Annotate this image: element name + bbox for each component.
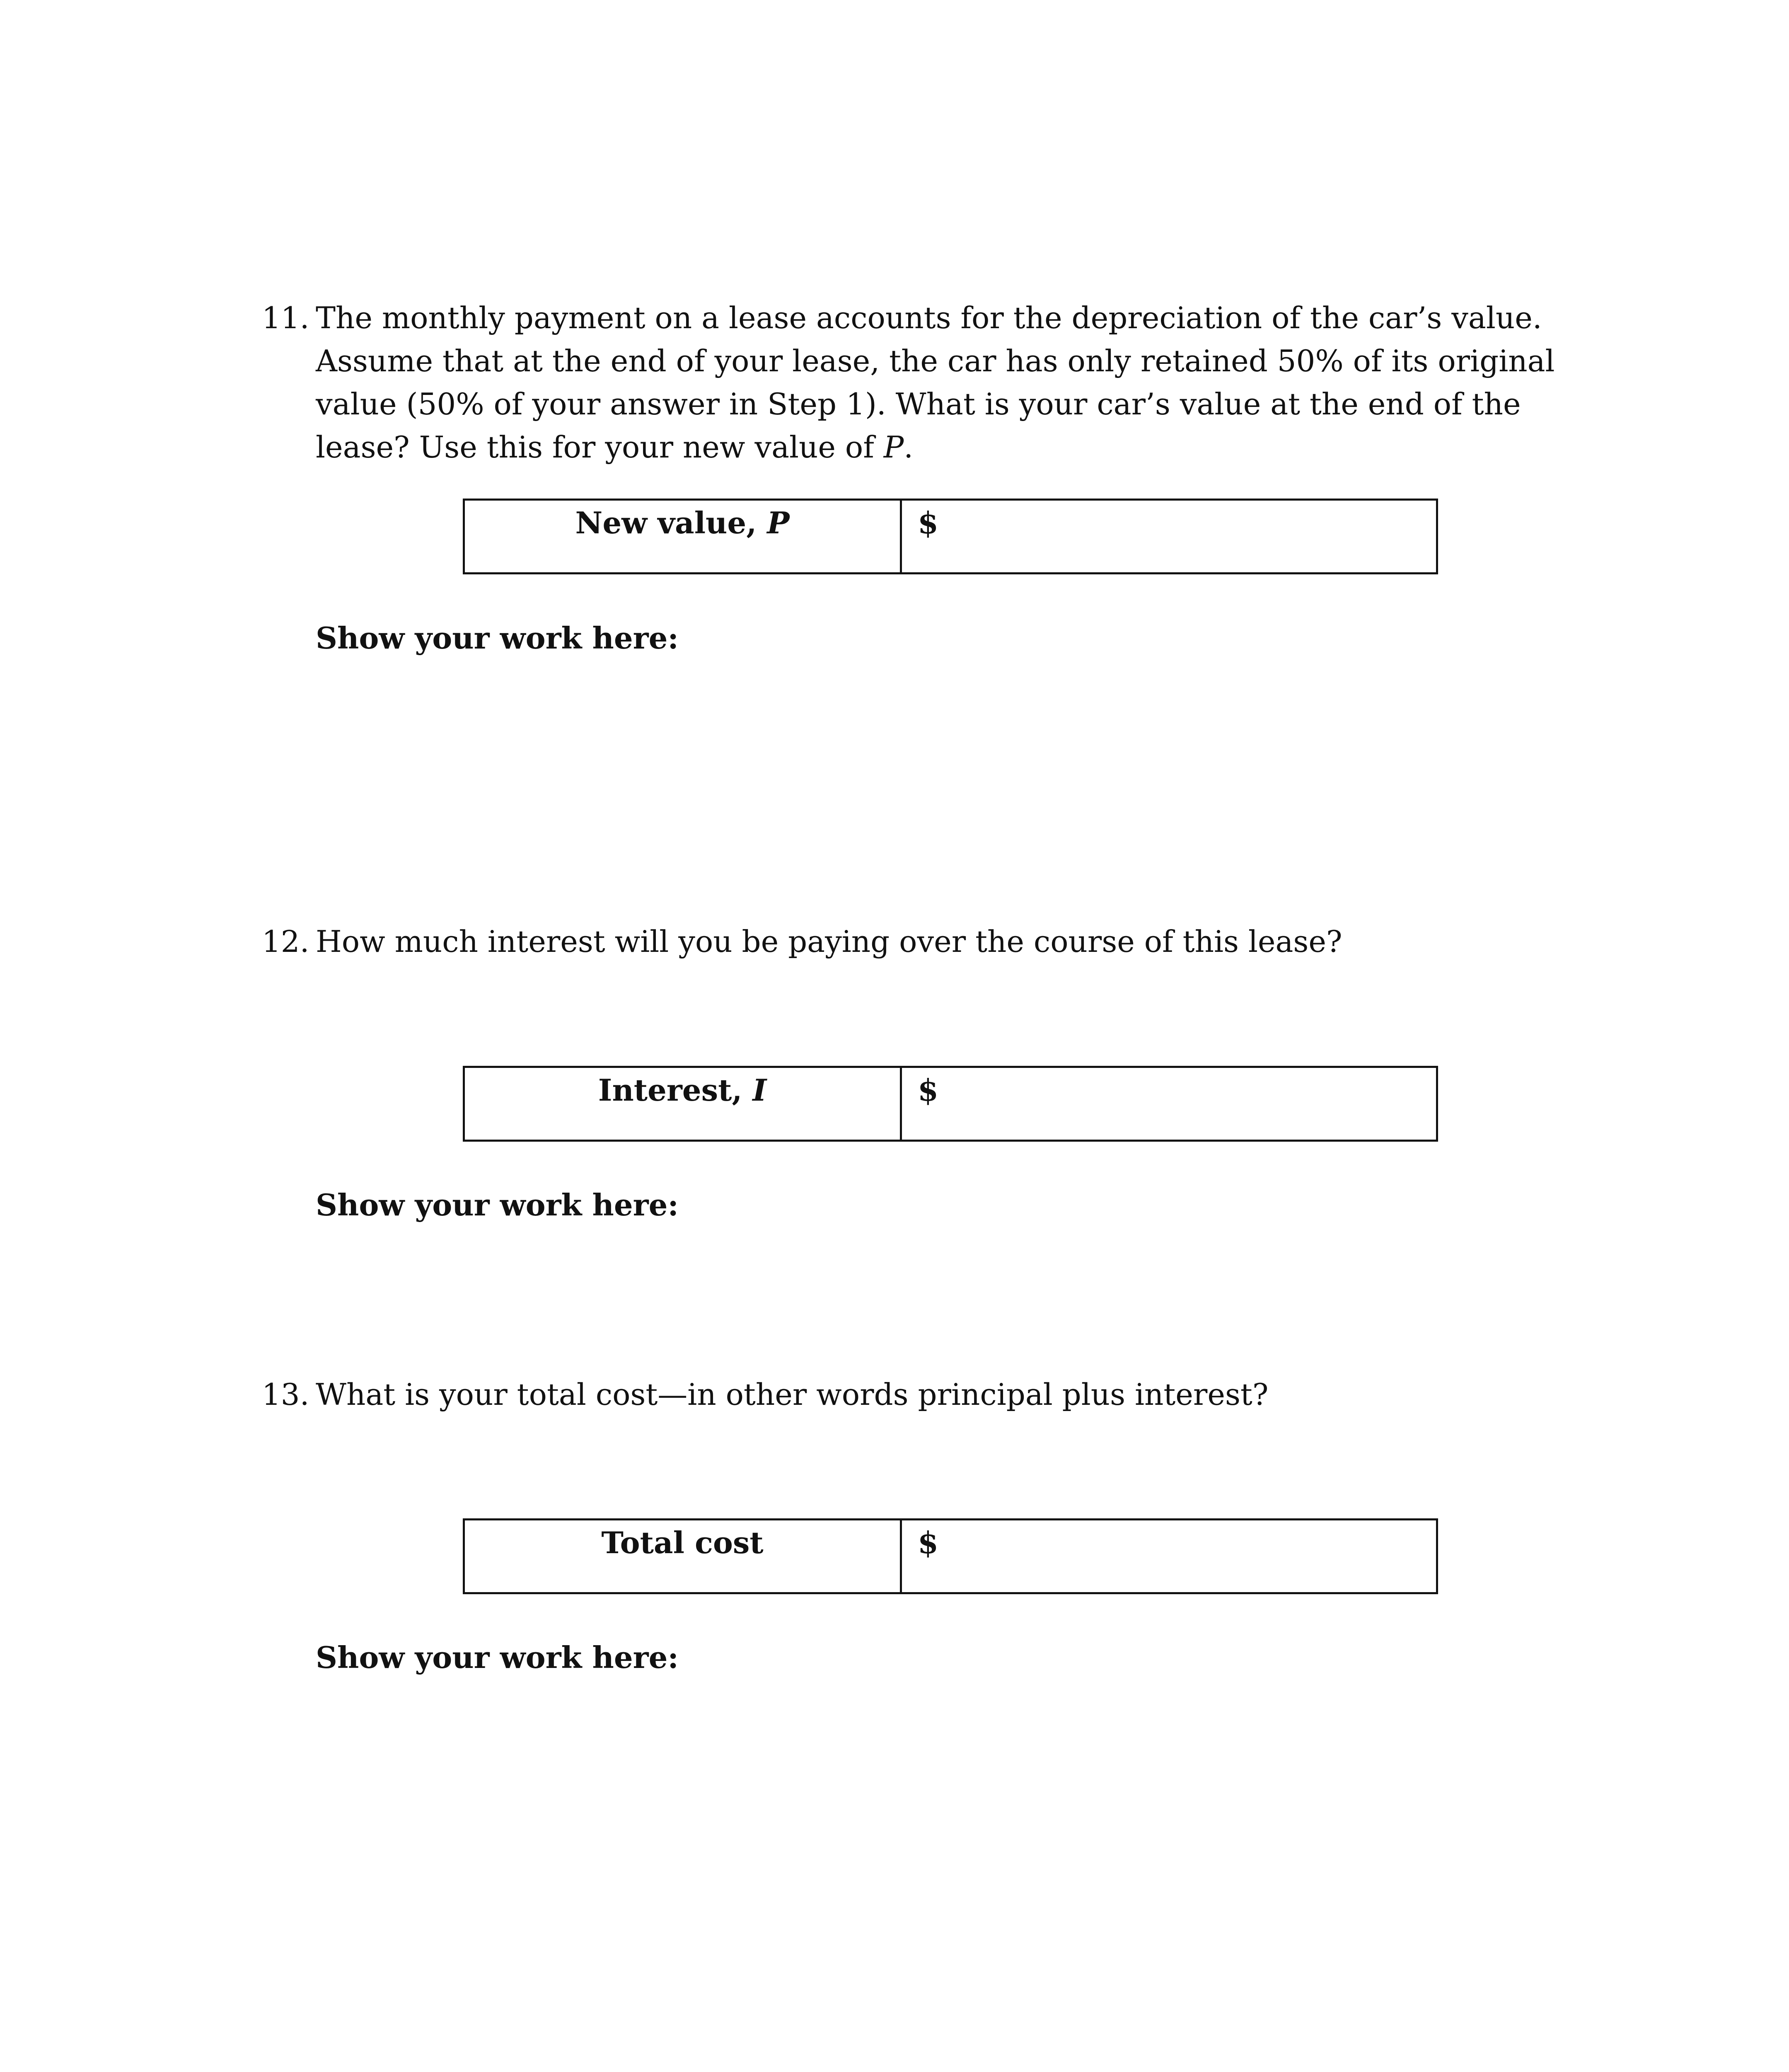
currency-symbol: $ bbox=[918, 1525, 939, 1560]
show-work-label: Show your work here: bbox=[316, 1187, 679, 1222]
show-work-label: Show your work here: bbox=[316, 620, 679, 656]
question-12 bbox=[262, 920, 1567, 963]
question-13 bbox=[262, 1373, 1567, 1416]
question-text: How much interest will you be paying over the course of this lease? bbox=[316, 924, 1342, 959]
currency-symbol: $ bbox=[918, 1072, 939, 1108]
question-text: What is your total cost—in other words principal plus interest? bbox=[316, 1377, 1269, 1412]
question-text: The monthly payment on a lease accounts for the depreciation of the car’s value. Assume that at the end of your lease, the car has only retained 50% of its original value (50% of your answer in Step 1). What is your car’s value at the end of the lease? Use this for your new value of P. bbox=[316, 300, 1555, 465]
work-area[interactable] bbox=[316, 1230, 1559, 1354]
work-area[interactable] bbox=[316, 663, 1559, 891]
total-cost-label: Total cost bbox=[464, 1520, 901, 1593]
new-value-answer-field[interactable] bbox=[901, 500, 1437, 574]
new-value-label: New value, P bbox=[464, 500, 901, 574]
question-number: 13. bbox=[262, 1377, 309, 1412]
question-number: 11. bbox=[262, 300, 309, 335]
new-value-answer-table bbox=[463, 499, 1438, 574]
question-number: 12. bbox=[262, 924, 309, 959]
interest-label: Interest, I bbox=[464, 1067, 901, 1141]
total-cost-answer-field[interactable] bbox=[901, 1520, 1437, 1593]
total-cost-answer-table bbox=[463, 1518, 1438, 1594]
work-area[interactable] bbox=[316, 1682, 1559, 2072]
currency-symbol: $ bbox=[918, 505, 939, 540]
question-11 bbox=[262, 296, 1567, 469]
interest-answer-table bbox=[463, 1066, 1438, 1142]
variable-p: P bbox=[883, 430, 904, 465]
show-work-label: Show your work here: bbox=[316, 1640, 679, 1675]
interest-answer-field[interactable] bbox=[901, 1067, 1437, 1141]
